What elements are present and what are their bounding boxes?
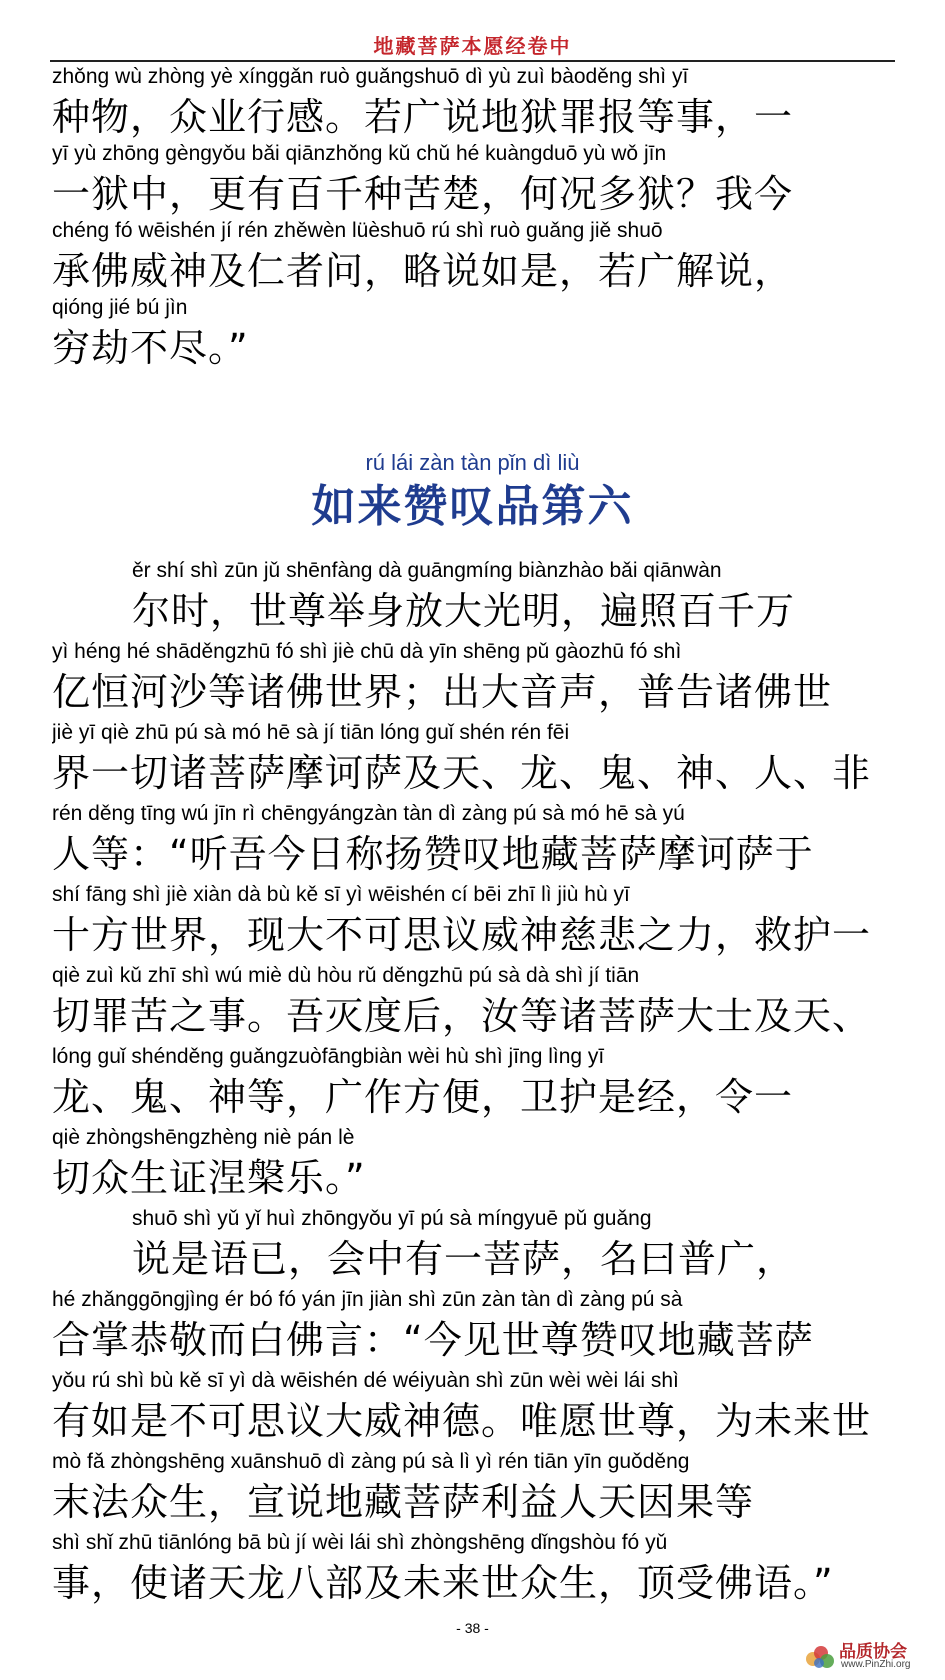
- hanzi-line: 承佛威神及仁者问，略说如是，若广解说，: [52, 249, 794, 293]
- page-number: - 38 -: [456, 1620, 489, 1636]
- hanzi-line: 穷劫不尽。”: [52, 326, 249, 370]
- pinyin-line: hé zhǎnggōngjìng ér bó fó yán jīn jiàn shì zūn zàn tàn dì zàng pú sà: [52, 1288, 683, 1311]
- hanzi-line: 十方世界，现大不可思议威神慈悲之力，救护一: [52, 913, 872, 957]
- pinyin-line: rén děng tīng wú jīn rì chēngyángzàn tàn dì zàng pú sà mó hē sà yú: [52, 802, 685, 825]
- text-line: [52, 1447, 897, 1528]
- pinyin-line: mò fǎ zhòngshēng xuānshuō dì zàng pú sà lì yì rén tiān yīn guǒděng: [52, 1450, 690, 1473]
- hanzi-line: 龙、鬼、神等，广作方便，卫护是经，令一: [52, 1075, 794, 1119]
- watermark-name: 品质协会: [839, 1642, 907, 1662]
- chapter-pinyin: rú lái zàn tàn pǐn dì liù: [365, 450, 580, 475]
- chapter-heading: [50, 448, 895, 536]
- chapter-body: [52, 556, 897, 1609]
- flower-logo-icon: [803, 1641, 837, 1671]
- pinyin-line: jiè yī qiè zhū pú sà mó hē sà jí tiān lóng guǐ shén rén fēi: [52, 721, 570, 744]
- pinyin-line: yǒu rú shì bù kě sī yì dà wēishén dé wéiyuàn shì zūn wèi wèi lái shì: [52, 1369, 679, 1392]
- hanzi-line: 尔时，世尊举身放大光明，遍照百千万: [132, 589, 796, 633]
- pinyin-line: chéng fó wēishén jí rén zhěwèn lüèshuō rú shì ruò guǎng jiě shuō: [52, 219, 663, 242]
- hanzi-line: 合掌恭敬而白佛言：“今见世尊赞叹地藏菩萨: [52, 1318, 814, 1362]
- top-paragraph: [52, 62, 897, 374]
- text-line: [52, 139, 897, 220]
- text-line: [52, 961, 897, 1042]
- book-title: 地藏菩萨本愿经卷中: [373, 34, 572, 58]
- text-line: [52, 1285, 897, 1366]
- hanzi-line: 说是语已，会中有一菩萨，名曰普广，: [132, 1237, 796, 1281]
- hanzi-line: 切罪苦之事。吾灭度后，汝等诸菩萨大士及天、: [52, 994, 872, 1038]
- text-line: [52, 718, 897, 799]
- text-line: [52, 1366, 897, 1447]
- text-line: [52, 62, 897, 143]
- text-line: [52, 556, 897, 637]
- hanzi-line: 一狱中，更有百千种苦楚，何况多狱？我今: [52, 172, 794, 216]
- text-line: [52, 880, 897, 961]
- page-header: [50, 20, 895, 62]
- text-line: [52, 1528, 897, 1609]
- text-line: [52, 1204, 897, 1285]
- watermark-url: www.PinZhi.org: [841, 1659, 911, 1670]
- hanzi-line: 事，使诸天龙八部及未来世众生，顶受佛语。”: [52, 1561, 834, 1605]
- text-line: [52, 216, 897, 297]
- pinyin-line: shì shǐ zhū tiānlóng bā bù jí wèi lái shì zhòngshēng dǐngshòu fó yǔ: [52, 1531, 668, 1554]
- pinyin-line: shí fāng shì jiè xiàn dà bù kě sī yì wēishén cí bēi zhī lì jiù hù yī: [52, 883, 630, 906]
- hanzi-line: 有如是不可思议大威神德。唯愿世尊，为未来世: [52, 1399, 872, 1443]
- text-line: [52, 1123, 897, 1204]
- chapter-title: 如来赞叹品第六: [311, 481, 634, 532]
- hanzi-line: 界一切诸菩萨摩诃萨及天、龙、鬼、神、人、非: [52, 751, 872, 795]
- pinyin-line: ěr shí shì zūn jǔ shēnfàng dà guāngmíng biànzhào bǎi qiānwàn: [132, 559, 722, 582]
- text-line: [52, 293, 897, 374]
- site-watermark: [803, 1637, 923, 1675]
- hanzi-line: 种物，众业行感。若广说地狱罪报等事，一: [52, 95, 794, 139]
- pinyin-line: yī yù zhōng gèngyǒu bǎi qiānzhǒng kǔ chǔ hé kuàngduō yù wǒ jīn: [52, 142, 667, 165]
- text-line: [52, 1042, 897, 1123]
- pinyin-line: qiè zuì kǔ zhī shì wú miè dù hòu rǔ děngzhū pú sà dà shì jí tiān: [52, 964, 640, 987]
- pinyin-line: yì héng hé shāděngzhū fó shì jiè chū dà yīn shēng pǔ gàozhū fó shì: [52, 640, 682, 663]
- pinyin-line: qióng jié bú jìn: [52, 296, 188, 319]
- hanzi-line: 切众生证涅槃乐。”: [52, 1156, 366, 1200]
- pinyin-line: lóng guǐ shénděng guǎngzuòfāngbiàn wèi hù shì jīng lìng yī: [52, 1045, 605, 1068]
- pinyin-line: shuō shì yǔ yǐ huì zhōngyǒu yī pú sà míngyuē pǔ guǎng: [132, 1207, 652, 1230]
- text-line: [52, 799, 897, 880]
- pinyin-line: qiè zhòngshēngzhèng niè pán lè: [52, 1126, 355, 1149]
- hanzi-line: 人等：“听吾今日称扬赞叹地藏菩萨摩诃萨于: [52, 832, 814, 876]
- hanzi-line: 末法众生，宣说地藏菩萨利益人天因果等: [52, 1480, 755, 1524]
- hanzi-line: 亿恒河沙等诸佛世界；出大音声，普告诸佛世: [52, 670, 833, 714]
- text-line: [52, 637, 897, 718]
- pinyin-line: zhǒng wù zhòng yè xínggǎn ruò guǎngshuō dì yù zuì bàoděng shì yī: [52, 65, 689, 88]
